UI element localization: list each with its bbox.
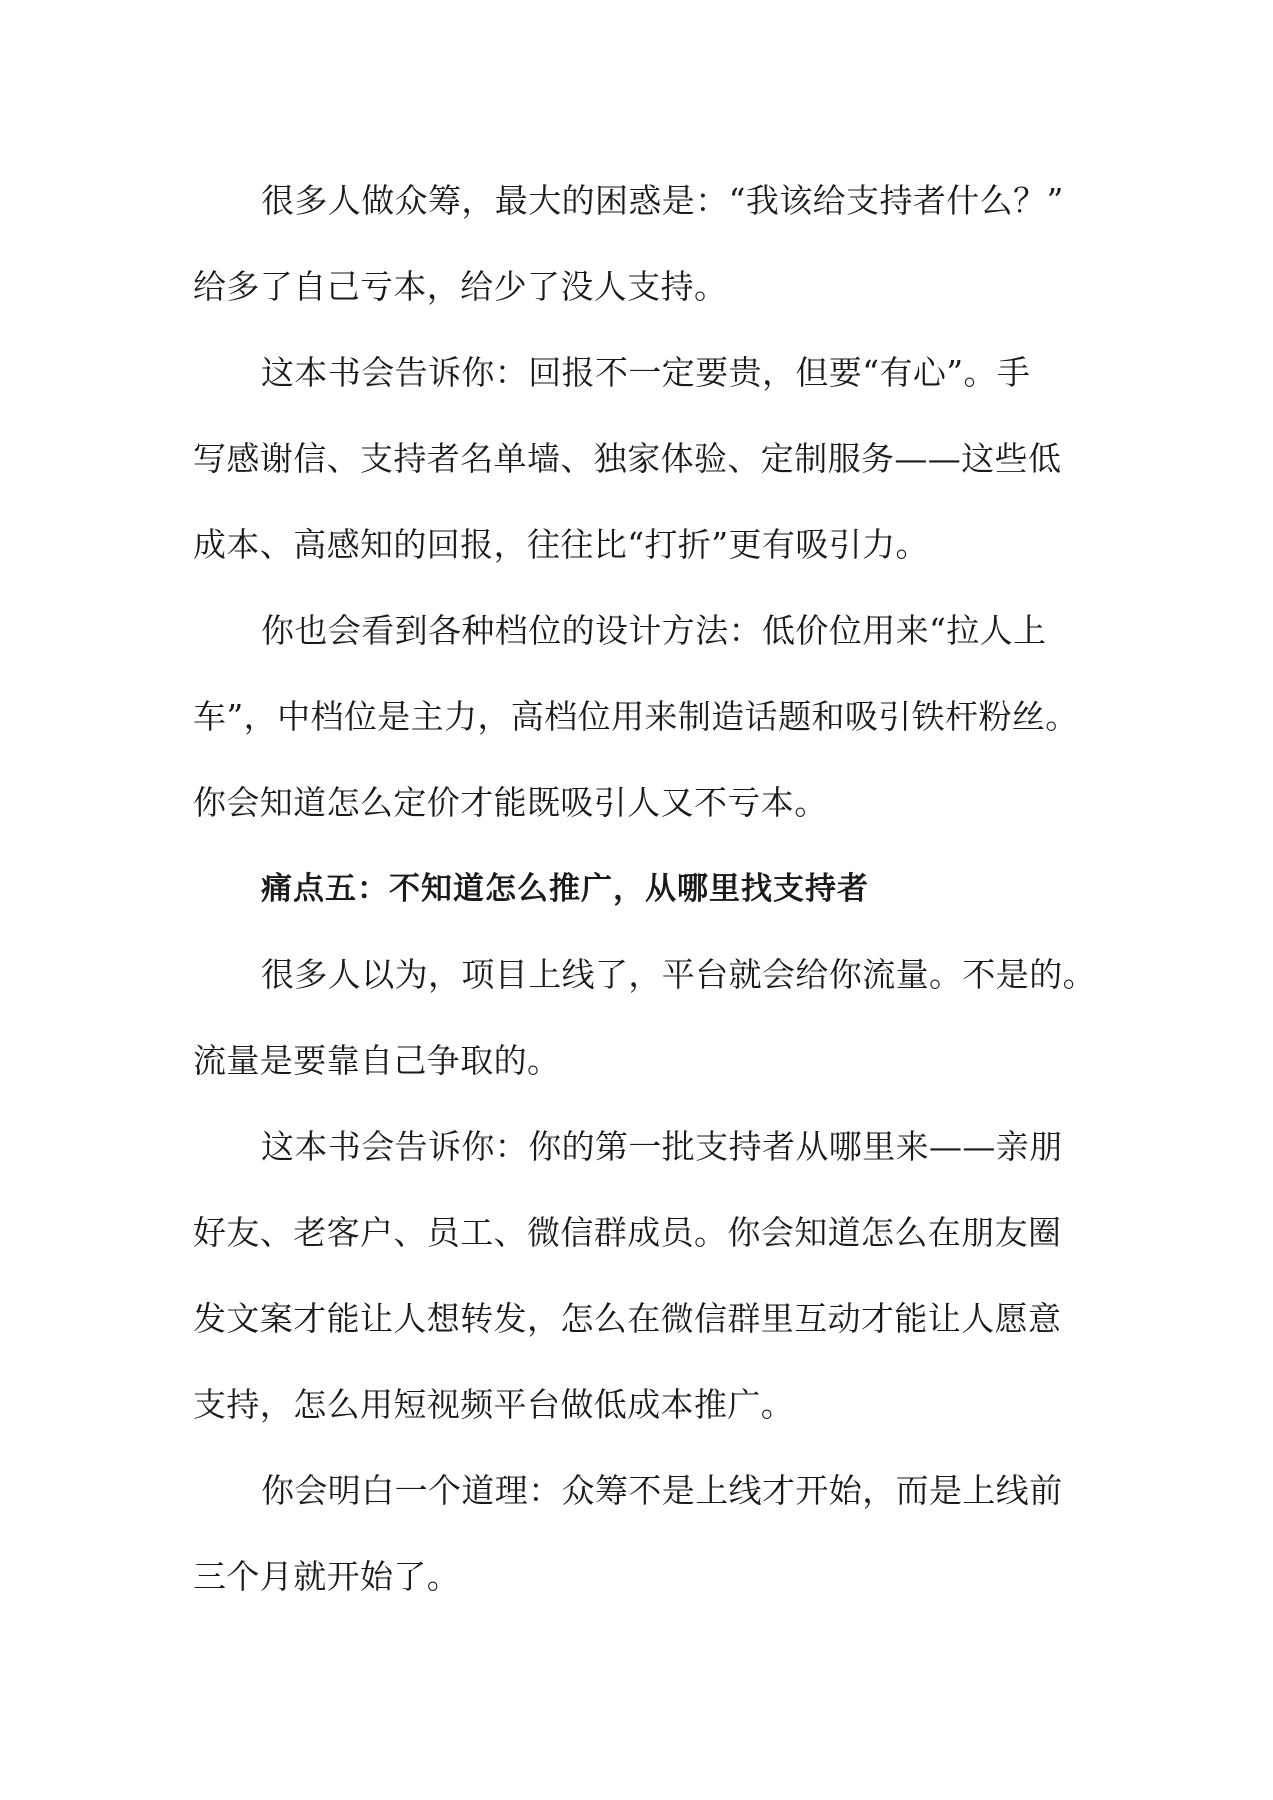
document-body (193, 158, 1096, 1620)
paragraph-line: 你会明白一个道理：众筹不是上线才开始，而是上线前 (261, 1471, 1063, 1510)
paragraph-line: 很多人做众筹，最大的困惑是：“我该给支持者什么？” (261, 181, 1064, 220)
paragraph-1 (193, 158, 1089, 330)
paragraph-line: 你也会看到各种档位的设计方法：低价位用来“拉人上 (261, 611, 1047, 650)
paragraph-line: 流量是要靠自己争取的。 (193, 1041, 561, 1080)
paragraph-line: 三个月就开始了。 (193, 1557, 461, 1596)
paragraph-5 (193, 1104, 1089, 1448)
paragraph-2 (193, 330, 1089, 588)
section-heading (193, 846, 1089, 932)
paragraph-6 (193, 1448, 1089, 1620)
paragraph-line: 很多人以为，项目上线了，平台就会给你流量。不是的。 (261, 955, 1096, 994)
paragraph-4 (193, 932, 1096, 1104)
paragraph-line: 写感谢信、支持者名单墙、独家体验、定制服务——这些低 (193, 439, 1062, 478)
heading-text: 痛点五：不知道怎么推广，从哪里找支持者 (261, 871, 869, 907)
paragraph-line: 好友、老客户、员工、微信群成员。你会知道怎么在朋友圈 (193, 1213, 1062, 1252)
paragraph-line: 这本书会告诉你：你的第一批支持者从哪里来——亲朋 (261, 1127, 1063, 1166)
paragraph-line: 车”，中档位是主力，高档位用来制造话题和吸引铁杆粉丝。 (193, 697, 1079, 736)
paragraph-line: 发文案才能让人想转发，怎么在微信群里互动才能让人愿意 (193, 1299, 1062, 1338)
paragraph-line: 给多了自己亏本，给少了没人支持。 (193, 267, 728, 306)
paragraph-line: 支持，怎么用短视频平台做低成本推广。 (193, 1385, 795, 1424)
paragraph-line: 这本书会告诉你：回报不一定要贵，但要“有心”。手 (261, 353, 1031, 392)
paragraph-3 (193, 588, 1089, 846)
paragraph-line: 成本、高感知的回报，往往比“打折”更有吸引力。 (193, 525, 929, 564)
paragraph-line: 你会知道怎么定价才能既吸引人又不亏本。 (193, 783, 828, 822)
